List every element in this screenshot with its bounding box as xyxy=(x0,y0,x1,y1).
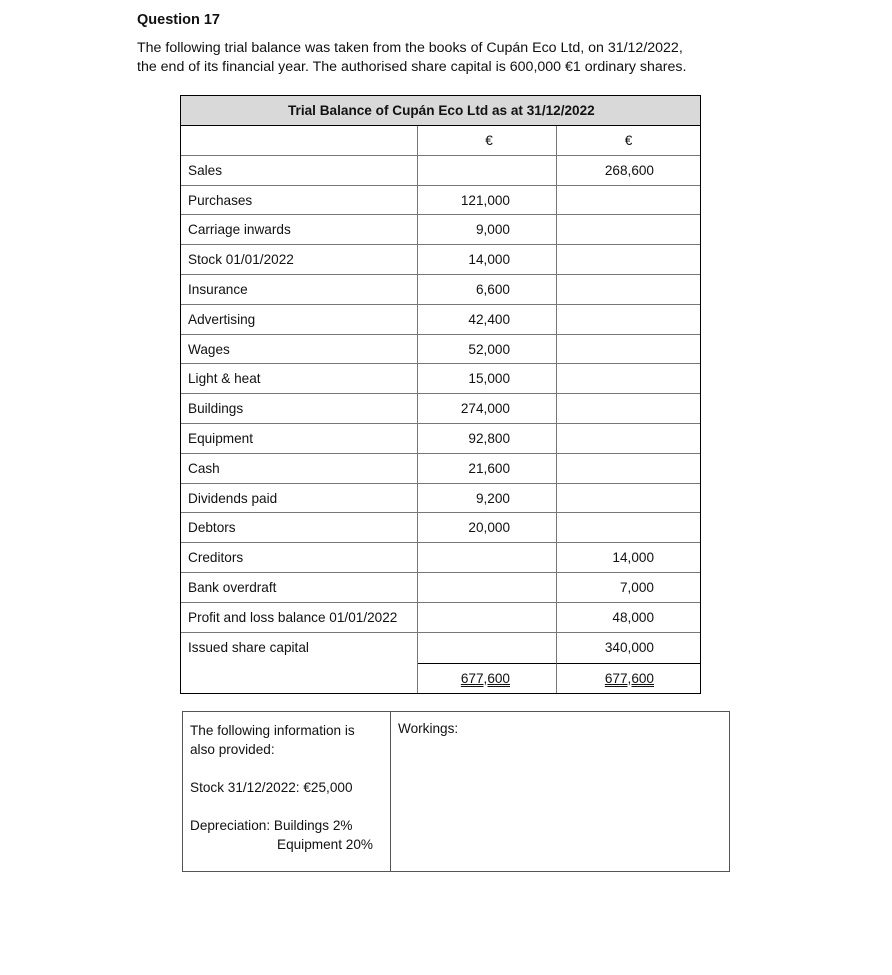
trial-balance-row xyxy=(181,394,700,424)
trial-balance-row xyxy=(181,454,700,484)
debit-amount: 52,000 xyxy=(418,335,557,364)
trial-balance-row xyxy=(181,215,700,245)
credit-amount xyxy=(557,245,700,274)
totals-blank-cell xyxy=(181,663,418,693)
info-panel xyxy=(183,712,391,871)
debit-amount xyxy=(418,573,557,602)
debit-total-cell xyxy=(418,663,557,693)
account-name: Profit and loss balance 01/01/2022 xyxy=(181,603,418,632)
credit-amount: 14,000 xyxy=(612,550,654,566)
trial-balance-row xyxy=(181,424,700,454)
trial-balance-title: Trial Balance of Cupán Eco Ltd as at 31/12/2022 xyxy=(181,96,700,126)
trial-balance-row xyxy=(181,156,700,186)
account-name: Debtors xyxy=(181,513,418,542)
account-name: Issued share capital xyxy=(181,633,418,663)
credit-amount xyxy=(557,186,700,215)
currency-header-row xyxy=(181,126,700,156)
workings-label: Workings: xyxy=(398,721,459,736)
debit-total: 677,600 xyxy=(460,670,510,686)
credit-total: 677,600 xyxy=(604,670,654,686)
trial-balance-row xyxy=(181,335,700,365)
trial-balance-row xyxy=(181,275,700,305)
workings-panel[interactable] xyxy=(391,712,729,871)
account-name: Dividends paid xyxy=(181,484,418,513)
credit-currency-header: € xyxy=(624,133,633,148)
credit-amount xyxy=(557,454,700,483)
debit-amount: 9,000 xyxy=(418,215,557,244)
credit-amount: 7,000 xyxy=(619,579,654,595)
question-intro xyxy=(137,39,757,77)
totals-row xyxy=(181,663,700,693)
additional-info-box xyxy=(182,711,730,872)
trial-balance-row xyxy=(181,484,700,514)
credit-amount xyxy=(557,364,700,393)
account-name: Purchases xyxy=(181,186,418,215)
trial-balance-row xyxy=(181,245,700,275)
trial-balance-row xyxy=(181,364,700,394)
credit-amount xyxy=(557,215,700,244)
debit-amount: 274,000 xyxy=(418,394,557,423)
account-name: Insurance xyxy=(181,275,418,304)
account-name: Light & heat xyxy=(181,364,418,393)
debit-amount: 9,200 xyxy=(418,484,557,513)
account-name: Stock 01/01/2022 xyxy=(181,245,418,274)
intro-line: The following trial balance was taken from the books of Cupán Eco Ltd, on 31/12/2022, xyxy=(137,40,683,56)
credit-amount xyxy=(557,484,700,513)
credit-amount xyxy=(557,394,700,423)
debit-amount: 121,000 xyxy=(418,186,557,215)
account-name: Cash xyxy=(181,454,418,483)
credit-amount xyxy=(557,424,700,453)
trial-balance-table xyxy=(180,95,701,694)
credit-amount xyxy=(557,275,700,304)
debit-amount: 21,600 xyxy=(418,454,557,483)
debit-amount: 42,400 xyxy=(418,305,557,334)
debit-amount: 14,000 xyxy=(418,245,557,274)
trial-balance-row xyxy=(181,513,700,543)
header-blank-cell xyxy=(181,126,418,155)
depreciation-note: Depreciation: Buildings 2% xyxy=(190,818,353,833)
debit-amount: 6,600 xyxy=(418,275,557,304)
trial-balance-row xyxy=(181,633,700,663)
debit-currency-header: € xyxy=(418,126,557,155)
credit-amount: 268,600 xyxy=(604,162,654,178)
debit-amount xyxy=(418,156,557,185)
debit-amount: 15,000 xyxy=(418,364,557,393)
debit-amount: 92,800 xyxy=(418,424,557,453)
credit-amount xyxy=(557,335,700,364)
question-title: Question 17 xyxy=(137,12,220,28)
debit-amount: 20,000 xyxy=(418,513,557,542)
intro-line: the end of its financial year. The authorised share capital is 600,000 €1 ordinary shares. xyxy=(137,59,687,75)
credit-amount: 48,000 xyxy=(612,609,654,625)
trial-balance-body xyxy=(181,156,700,663)
account-name: Wages xyxy=(181,335,418,364)
credit-amount xyxy=(557,305,700,334)
debit-amount xyxy=(418,633,557,663)
account-name: Carriage inwards xyxy=(181,215,418,244)
account-name: Advertising xyxy=(181,305,418,334)
account-name: Sales xyxy=(181,156,418,185)
info-line: also provided: xyxy=(190,742,275,757)
account-name: Buildings xyxy=(181,394,418,423)
trial-balance-row xyxy=(181,573,700,603)
trial-balance-row xyxy=(181,186,700,216)
credit-amount xyxy=(557,513,700,542)
account-name: Equipment xyxy=(181,424,418,453)
credit-total-cell xyxy=(557,663,700,693)
trial-balance-row xyxy=(181,543,700,573)
trial-balance-row xyxy=(181,603,700,633)
account-name: Creditors xyxy=(181,543,418,572)
credit-amount: 340,000 xyxy=(604,639,654,655)
depreciation-note-equipment: Equipment 20% xyxy=(277,837,373,852)
info-line: The following information is xyxy=(190,723,355,738)
stock-note: Stock 31/12/2022: €25,000 xyxy=(190,780,353,795)
account-name: Bank overdraft xyxy=(181,573,418,602)
debit-amount xyxy=(418,603,557,632)
debit-amount xyxy=(418,543,557,572)
trial-balance-row xyxy=(181,305,700,335)
